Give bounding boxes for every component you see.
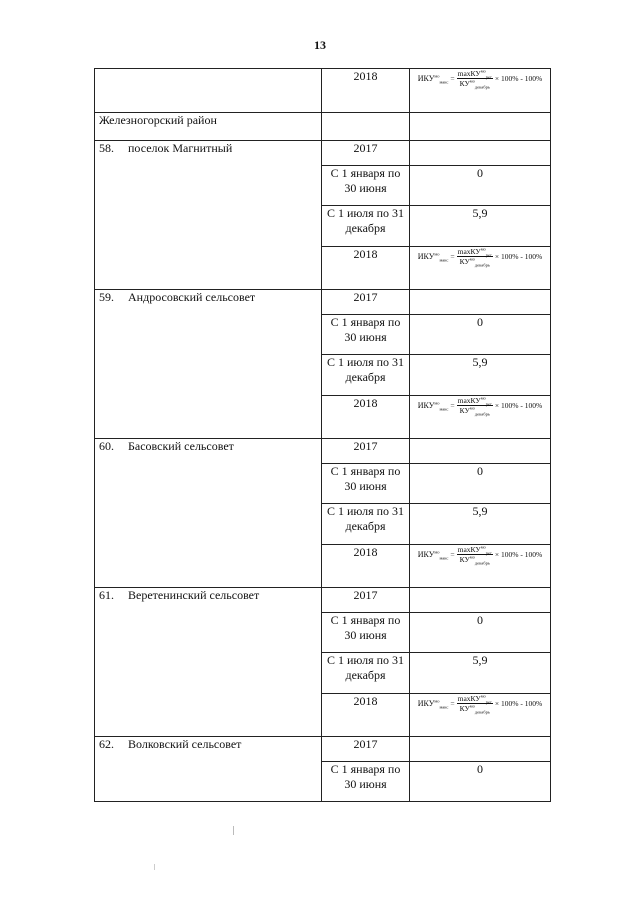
formula-num-sup: мо xyxy=(480,395,486,401)
formula-fraction xyxy=(457,69,493,88)
formula-cell xyxy=(410,545,551,588)
formula-lhs-sub: макс xyxy=(439,704,449,710)
table-row xyxy=(95,737,551,762)
municipality-cell xyxy=(95,141,322,290)
value-cell: 5,9 xyxy=(410,504,551,545)
formula-tail: × 100% - 100% xyxy=(494,401,543,410)
formula-fraction xyxy=(457,247,493,266)
year-cell: 2017 xyxy=(322,290,410,315)
year-cell: 2018 xyxy=(322,694,410,737)
formula-lhs xyxy=(418,252,449,261)
municipality-name: Басовский сельсовет xyxy=(128,439,234,453)
formula-equals: = xyxy=(450,252,455,261)
value-cell: 0 xyxy=(410,166,551,206)
formula-lhs-sup: мо xyxy=(434,698,440,704)
period-cell: С 1 января по 30 июня xyxy=(322,166,410,206)
formula-cell xyxy=(410,247,551,290)
formula-cell xyxy=(410,69,551,113)
formula-lhs-base: ИКУ xyxy=(417,699,435,708)
formula-equals: = xyxy=(450,699,455,708)
entry-number: 61. xyxy=(99,588,114,602)
period-cell: С 1 июля по 31 декабря xyxy=(322,355,410,396)
formula-lhs-sup: мо xyxy=(434,73,440,79)
formula-den-base: КУ xyxy=(459,257,470,266)
formula-num-sub: рег xyxy=(485,699,492,705)
year-cell: 2018 xyxy=(322,396,410,439)
formula-numerator xyxy=(457,545,493,555)
formula-den-sup: мо xyxy=(469,703,475,709)
formula-numerator xyxy=(457,694,493,704)
formula-lhs-sup: мо xyxy=(434,400,440,406)
formula-lhs-sub: макс xyxy=(439,79,449,85)
formula-den-base: КУ xyxy=(459,704,470,713)
formula-den-sub: декабрь xyxy=(474,84,490,90)
value-cell: 5,9 xyxy=(410,653,551,694)
formula-lhs-sub: макс xyxy=(439,406,449,412)
formula-denominator xyxy=(459,555,491,564)
table-row xyxy=(95,69,551,113)
district-row xyxy=(95,113,551,141)
municipality-name: Волковский сельсовет xyxy=(128,737,242,751)
formula-num-sup: мо xyxy=(480,246,486,252)
formula-den-sup: мо xyxy=(469,78,475,84)
formula-lhs-sup: мо xyxy=(434,549,440,555)
formula-fraction xyxy=(457,396,493,415)
formula-num-base: maxКУ xyxy=(457,694,481,703)
formula xyxy=(414,396,546,415)
formula-lhs-sub: макс xyxy=(439,555,449,561)
entry-number: 60. xyxy=(99,439,114,453)
empty-cell xyxy=(410,113,551,141)
table-row xyxy=(95,141,551,166)
formula-num-sub: рег xyxy=(485,74,492,80)
formula-denominator xyxy=(459,406,491,415)
formula xyxy=(414,247,546,266)
formula xyxy=(414,694,546,713)
tariff-table xyxy=(94,68,551,802)
value-cell: 5,9 xyxy=(410,206,551,247)
empty-cell xyxy=(410,439,551,464)
municipality-name: Андросовский сельсовет xyxy=(128,290,256,304)
scan-mark xyxy=(233,826,234,835)
formula xyxy=(414,69,546,88)
formula-num-sup: мо xyxy=(480,544,486,550)
empty-cell xyxy=(410,141,551,166)
value-cell: 0 xyxy=(410,464,551,504)
formula-lhs-base: ИКУ xyxy=(417,74,435,83)
formula-cell xyxy=(410,694,551,737)
period-cell: С 1 июля по 31 декабря xyxy=(322,653,410,694)
formula-lhs xyxy=(418,401,449,410)
table-row xyxy=(95,439,551,464)
value-cell: 5,9 xyxy=(410,355,551,396)
municipality-name: Веретенинский сельсовет xyxy=(128,588,260,602)
formula-num-base: maxКУ xyxy=(457,69,481,78)
formula-num-base: maxКУ xyxy=(457,545,481,554)
formula-num-base: maxКУ xyxy=(457,396,481,405)
formula-num-sub: рег xyxy=(485,550,492,556)
page-number: 13 xyxy=(314,38,326,52)
municipality-name: поселок Магнитный xyxy=(128,141,233,155)
entry-number: 58. xyxy=(99,141,114,155)
formula-den-sub: декабрь xyxy=(474,411,490,417)
formula-lhs-base: ИКУ xyxy=(417,252,435,261)
formula-den-sup: мо xyxy=(469,405,475,411)
formula xyxy=(414,545,546,564)
formula-numerator xyxy=(457,396,493,406)
municipality-cell xyxy=(95,290,322,439)
formula-num-base: maxКУ xyxy=(457,247,481,256)
year-cell: 2018 xyxy=(322,247,410,290)
empty-cell xyxy=(95,69,322,113)
value-cell: 0 xyxy=(410,315,551,355)
period-cell: С 1 января по 30 июня xyxy=(322,464,410,504)
year-cell: 2017 xyxy=(322,439,410,464)
district-name: Железногорский район xyxy=(95,113,322,141)
formula-lhs-sup: мо xyxy=(434,251,440,257)
year-cell: 2017 xyxy=(322,737,410,762)
scan-mark xyxy=(154,864,155,870)
table-row xyxy=(95,588,551,613)
formula-denominator xyxy=(459,257,491,266)
formula-fraction xyxy=(457,545,493,564)
formula-num-sup: мо xyxy=(480,68,486,74)
empty-cell xyxy=(410,588,551,613)
value-cell: 0 xyxy=(410,762,551,802)
formula-den-sub: декабрь xyxy=(474,262,490,268)
formula-cell xyxy=(410,396,551,439)
empty-cell xyxy=(410,290,551,315)
formula-numerator xyxy=(457,69,493,79)
formula-tail: × 100% - 100% xyxy=(494,550,543,559)
formula-denominator xyxy=(459,704,491,713)
formula-denominator xyxy=(459,79,491,88)
formula-num-sub: рег xyxy=(485,252,492,258)
formula-fraction xyxy=(457,694,493,713)
formula-den-sub: декабрь xyxy=(474,709,490,715)
formula-den-base: КУ xyxy=(459,555,470,564)
period-cell: С 1 июля по 31 декабря xyxy=(322,206,410,247)
period-cell: С 1 января по 30 июня xyxy=(322,613,410,653)
formula-lhs-base: ИКУ xyxy=(417,401,435,410)
year-cell: 2018 xyxy=(322,69,410,113)
formula-equals: = xyxy=(450,74,455,83)
formula-lhs xyxy=(418,550,449,559)
year-cell: 2018 xyxy=(322,545,410,588)
formula-equals: = xyxy=(450,550,455,559)
formula-lhs-sub: макс xyxy=(439,257,449,263)
formula-num-sub: рег xyxy=(485,401,492,407)
formula-den-sup: мо xyxy=(469,256,475,262)
formula-den-sup: мо xyxy=(469,554,475,560)
formula-tail: × 100% - 100% xyxy=(494,74,543,83)
period-cell: С 1 января по 30 июня xyxy=(322,315,410,355)
entry-number: 59. xyxy=(99,290,114,304)
formula-numerator xyxy=(457,247,493,257)
formula-den-base: КУ xyxy=(459,79,470,88)
year-cell: 2017 xyxy=(322,588,410,613)
formula-den-sub: декабрь xyxy=(474,560,490,566)
formula-equals: = xyxy=(450,401,455,410)
formula-lhs xyxy=(418,74,449,83)
year-cell: 2017 xyxy=(322,141,410,166)
formula-den-base: КУ xyxy=(459,406,470,415)
empty-cell xyxy=(410,737,551,762)
formula-num-sup: мо xyxy=(480,693,486,699)
value-cell: 0 xyxy=(410,613,551,653)
formula-tail: × 100% - 100% xyxy=(494,699,543,708)
period-cell: С 1 января по 30 июня xyxy=(322,762,410,802)
entry-number: 62. xyxy=(99,737,114,751)
formula-tail: × 100% - 100% xyxy=(494,252,543,261)
formula-lhs-base: ИКУ xyxy=(417,550,435,559)
period-cell: С 1 июля по 31 декабря xyxy=(322,504,410,545)
municipality-cell xyxy=(95,588,322,737)
table-row xyxy=(95,290,551,315)
empty-cell xyxy=(322,113,410,141)
municipality-cell xyxy=(95,439,322,588)
formula-lhs xyxy=(418,699,449,708)
municipality-cell xyxy=(95,737,322,802)
